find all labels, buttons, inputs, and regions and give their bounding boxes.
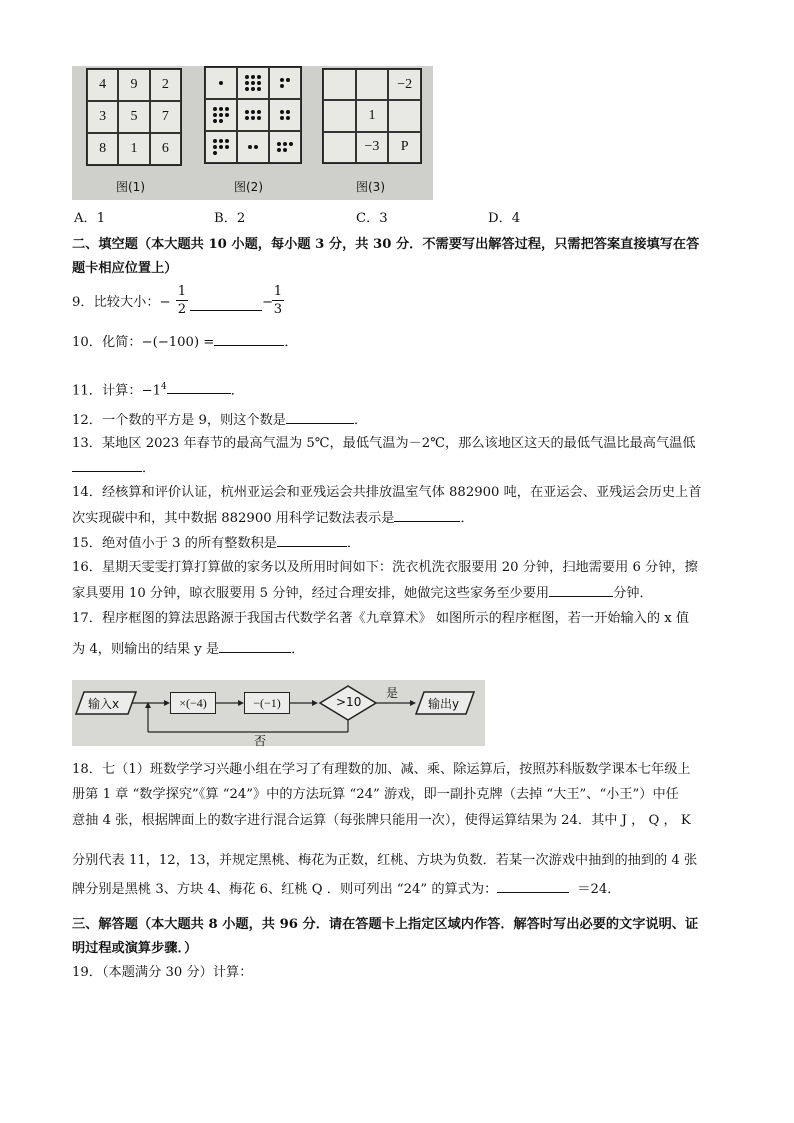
q14-answer-blank[interactable]: [394, 509, 460, 522]
question-17-line-2: 为 4，则输出的结果 y 是 ．: [72, 642, 305, 657]
question-13-line-1: 13．某地区 2023 年春节的最高气温为 5℃，最低气温为－2℃，那么该地区这天的最低气温比最高气温低: [72, 436, 696, 451]
dot: [277, 142, 281, 146]
question-15: 15．绝对值小于 3 的所有整数积是 ．: [72, 536, 361, 551]
q11-answer-blank[interactable]: [167, 381, 231, 394]
grid-figure-3: [322, 68, 422, 164]
q15-answer-blank[interactable]: [277, 534, 347, 547]
grid-cell: −2: [388, 69, 421, 100]
grid-figure-2: [204, 66, 302, 164]
grid-figure-1: [86, 68, 182, 166]
question-18-line-3: 意抽 4 张，根据牌面上的数字进行混合运算（每张牌只能用一次），使得运算结果为 24．其中 J ， Q ， K: [72, 813, 691, 828]
dot: [245, 81, 249, 85]
dot: [213, 151, 217, 155]
flow-step-subtract: −(−1): [244, 692, 290, 714]
grid-cell: 8: [87, 133, 118, 165]
dot: [257, 87, 261, 91]
flow-no-label: 否: [254, 734, 267, 748]
dot-cell: [237, 99, 269, 131]
q9-fraction-1-den: 2: [177, 302, 187, 317]
dot: [213, 107, 217, 111]
grid-cell: P: [388, 132, 421, 163]
question-19: 19．（本题满分 30 分）计算：: [72, 965, 253, 980]
dot: [257, 75, 261, 79]
question-14-line-2: 次实现碳中和，其中数据 882900 用科学记数法表示是 ．: [72, 511, 474, 526]
q9-answer-blank[interactable]: [190, 298, 262, 311]
dot: [283, 142, 287, 146]
q9-minus-2: −: [262, 295, 274, 310]
dot-cell: [237, 67, 269, 99]
dot-cell: [205, 99, 237, 131]
section-2-title-line-2: 题卡相应位置上）: [72, 261, 178, 276]
q12-answer-blank[interactable]: [286, 411, 354, 424]
dot: [251, 81, 255, 85]
question-18-line-1: 18．七（1）班数学学习兴趣小组在学习了有理数的加、减、乘、除运算后，按照苏科版数学课本七年级上: [72, 762, 691, 777]
dot: [257, 116, 261, 120]
grid-cell: [323, 69, 356, 100]
magic-square-figure: [72, 66, 433, 200]
q18-answer-blank[interactable]: [497, 880, 569, 893]
question-14-line-1: 14．经核算和评价认证，杭州亚运会和亚残运会共排放温室气体 882900 吨，在亚运会、亚残运会历史上首: [72, 485, 702, 500]
question-18-line-2: 册第 1 章 “数学探究”《算 “24”》中的方法玩算 “24” 游戏，即一副扑克牌（去掉 “大王”、“小王”）中任: [72, 787, 679, 802]
option-b: B．2: [214, 211, 246, 226]
q11-exponent: 4: [160, 382, 167, 392]
dot-cell: [269, 131, 301, 163]
dot: [245, 110, 249, 114]
dot: [277, 148, 281, 152]
section-3-title-line-1: 三、解答题（本大题共 8 小题，共 96 分．请在答题卡上指定区域内作答．解答时写出必要的文字说明、证: [72, 917, 699, 932]
dot-cell: [205, 131, 237, 163]
dot: [280, 84, 284, 88]
dot: [251, 75, 255, 79]
dot: [289, 142, 293, 146]
flow-yes-label: 是: [386, 686, 399, 700]
section-2-title-line-1: 二、填空题（本大题共 10 小题，每小题 3 分，共 30 分．不需要写出解答过程，只需把答案直接填写在答: [72, 237, 700, 252]
flow-condition-label: >10: [336, 695, 362, 709]
q17-answer-blank[interactable]: [219, 640, 291, 653]
dot: [213, 145, 217, 149]
question-16-line-1: 16．星期天雯雯打算打算做的家务以及所用时间如下：洗衣机洗衣服要用 20 分钟，扫地需要用 6 分钟，擦: [72, 560, 698, 575]
dot: [225, 139, 229, 143]
question-11: 11．计算：$-1^4$ ．: [72, 382, 244, 399]
dot: [219, 145, 223, 149]
option-d: D．4: [488, 211, 521, 226]
question-12: 12．一个数的平方是 9，则这个数是 ．: [72, 413, 368, 428]
question-17-line-1: 17．程序框图的算法思路源于我国古代数学名著《九章算术》 如图所示的程序框图，若一开始输入的 x 值: [72, 611, 690, 626]
q9-fraction-2-den: 3: [273, 302, 283, 317]
question-13-line-2: ．: [72, 459, 155, 478]
q10-answer-blank[interactable]: [214, 333, 284, 346]
grid-cell: [323, 100, 356, 131]
grid-cell: 9: [118, 69, 149, 101]
option-c: C．3: [356, 211, 388, 226]
dot: [251, 116, 255, 120]
question-10: 10．化简：−(−100) = ．: [72, 335, 298, 350]
dot: [251, 110, 255, 114]
grid-cell: 2: [150, 69, 181, 101]
dot: [219, 113, 223, 117]
grid-cell: [356, 69, 389, 100]
dot: [286, 110, 290, 114]
q13-answer-blank[interactable]: [72, 459, 142, 472]
dot: [213, 119, 217, 123]
dot-cell: [205, 67, 237, 99]
q9-fraction-1-num: 1: [177, 284, 187, 299]
dot: [213, 113, 217, 117]
grid-cell: 7: [150, 101, 181, 133]
dot: [219, 119, 223, 123]
grid-cell: 5: [118, 101, 149, 133]
dot: [280, 116, 284, 120]
q9-fraction-2-num: 1: [273, 284, 283, 299]
dot: [280, 78, 284, 82]
dot-cell: [269, 99, 301, 131]
dot: [286, 78, 290, 82]
grid-cell: 3: [87, 101, 118, 133]
dot: [213, 139, 217, 143]
dot: [286, 116, 290, 120]
question-18-line-5: 牌分别是黑桃 3、方块 4、梅花 6、红桃 Q ．则可列出 “24” 的算式为： ＝24．: [72, 882, 621, 897]
dot: [245, 87, 249, 91]
question-16-line-2: 家具要用 10 分钟，晾衣服要用 5 分钟，经过合理安排，她做完这些家务至少要用 分钟．: [72, 586, 653, 601]
question-18-line-4: 分别代表 11，12，13，并规定黑桃、梅花为正数，红桃、方块为负数．若某一次游戏中抽到的抽到的 4 张: [72, 853, 698, 868]
dot: [225, 107, 229, 111]
dot: [219, 139, 223, 143]
dot: [283, 148, 287, 152]
grid-cell: 1: [118, 133, 149, 165]
q9-fraction-2: [272, 284, 284, 319]
flow-input-label: 输入x: [88, 697, 120, 711]
dot: [280, 110, 284, 114]
dot: [248, 145, 252, 149]
flow-output-label: 输出y: [428, 697, 460, 711]
dot-cell: [237, 131, 269, 163]
dot: [225, 113, 229, 117]
option-a: A．1: [74, 211, 106, 226]
figure-3-caption: 图(3): [356, 180, 385, 194]
program-flowchart: [72, 680, 485, 746]
dot: [257, 81, 261, 85]
dot: [219, 81, 223, 85]
grid-cell: [388, 100, 421, 131]
q9-fraction-1: [176, 284, 188, 319]
grid-cell: 6: [150, 133, 181, 165]
figure-1-caption: 图(1): [116, 180, 145, 194]
dot: [219, 107, 223, 111]
dot: [251, 87, 255, 91]
grid-cell: 4: [87, 69, 118, 101]
dot: [245, 75, 249, 79]
dot: [225, 145, 229, 149]
section-3-title-line-2: 明过程或演算步骤．）: [72, 941, 198, 956]
grid-cell: −3: [356, 132, 389, 163]
flow-step-multiply: ×(−4): [170, 692, 216, 714]
dot: [257, 110, 261, 114]
figure-2-caption: 图(2): [234, 180, 263, 194]
q9-prefix: 9．比较大小：−: [72, 295, 171, 310]
grid-cell: [323, 132, 356, 163]
dot: [245, 116, 249, 120]
q16-answer-blank[interactable]: [549, 584, 613, 597]
dot: [254, 145, 258, 149]
grid-cell: 1: [356, 100, 389, 131]
dot-cell: [269, 67, 301, 99]
